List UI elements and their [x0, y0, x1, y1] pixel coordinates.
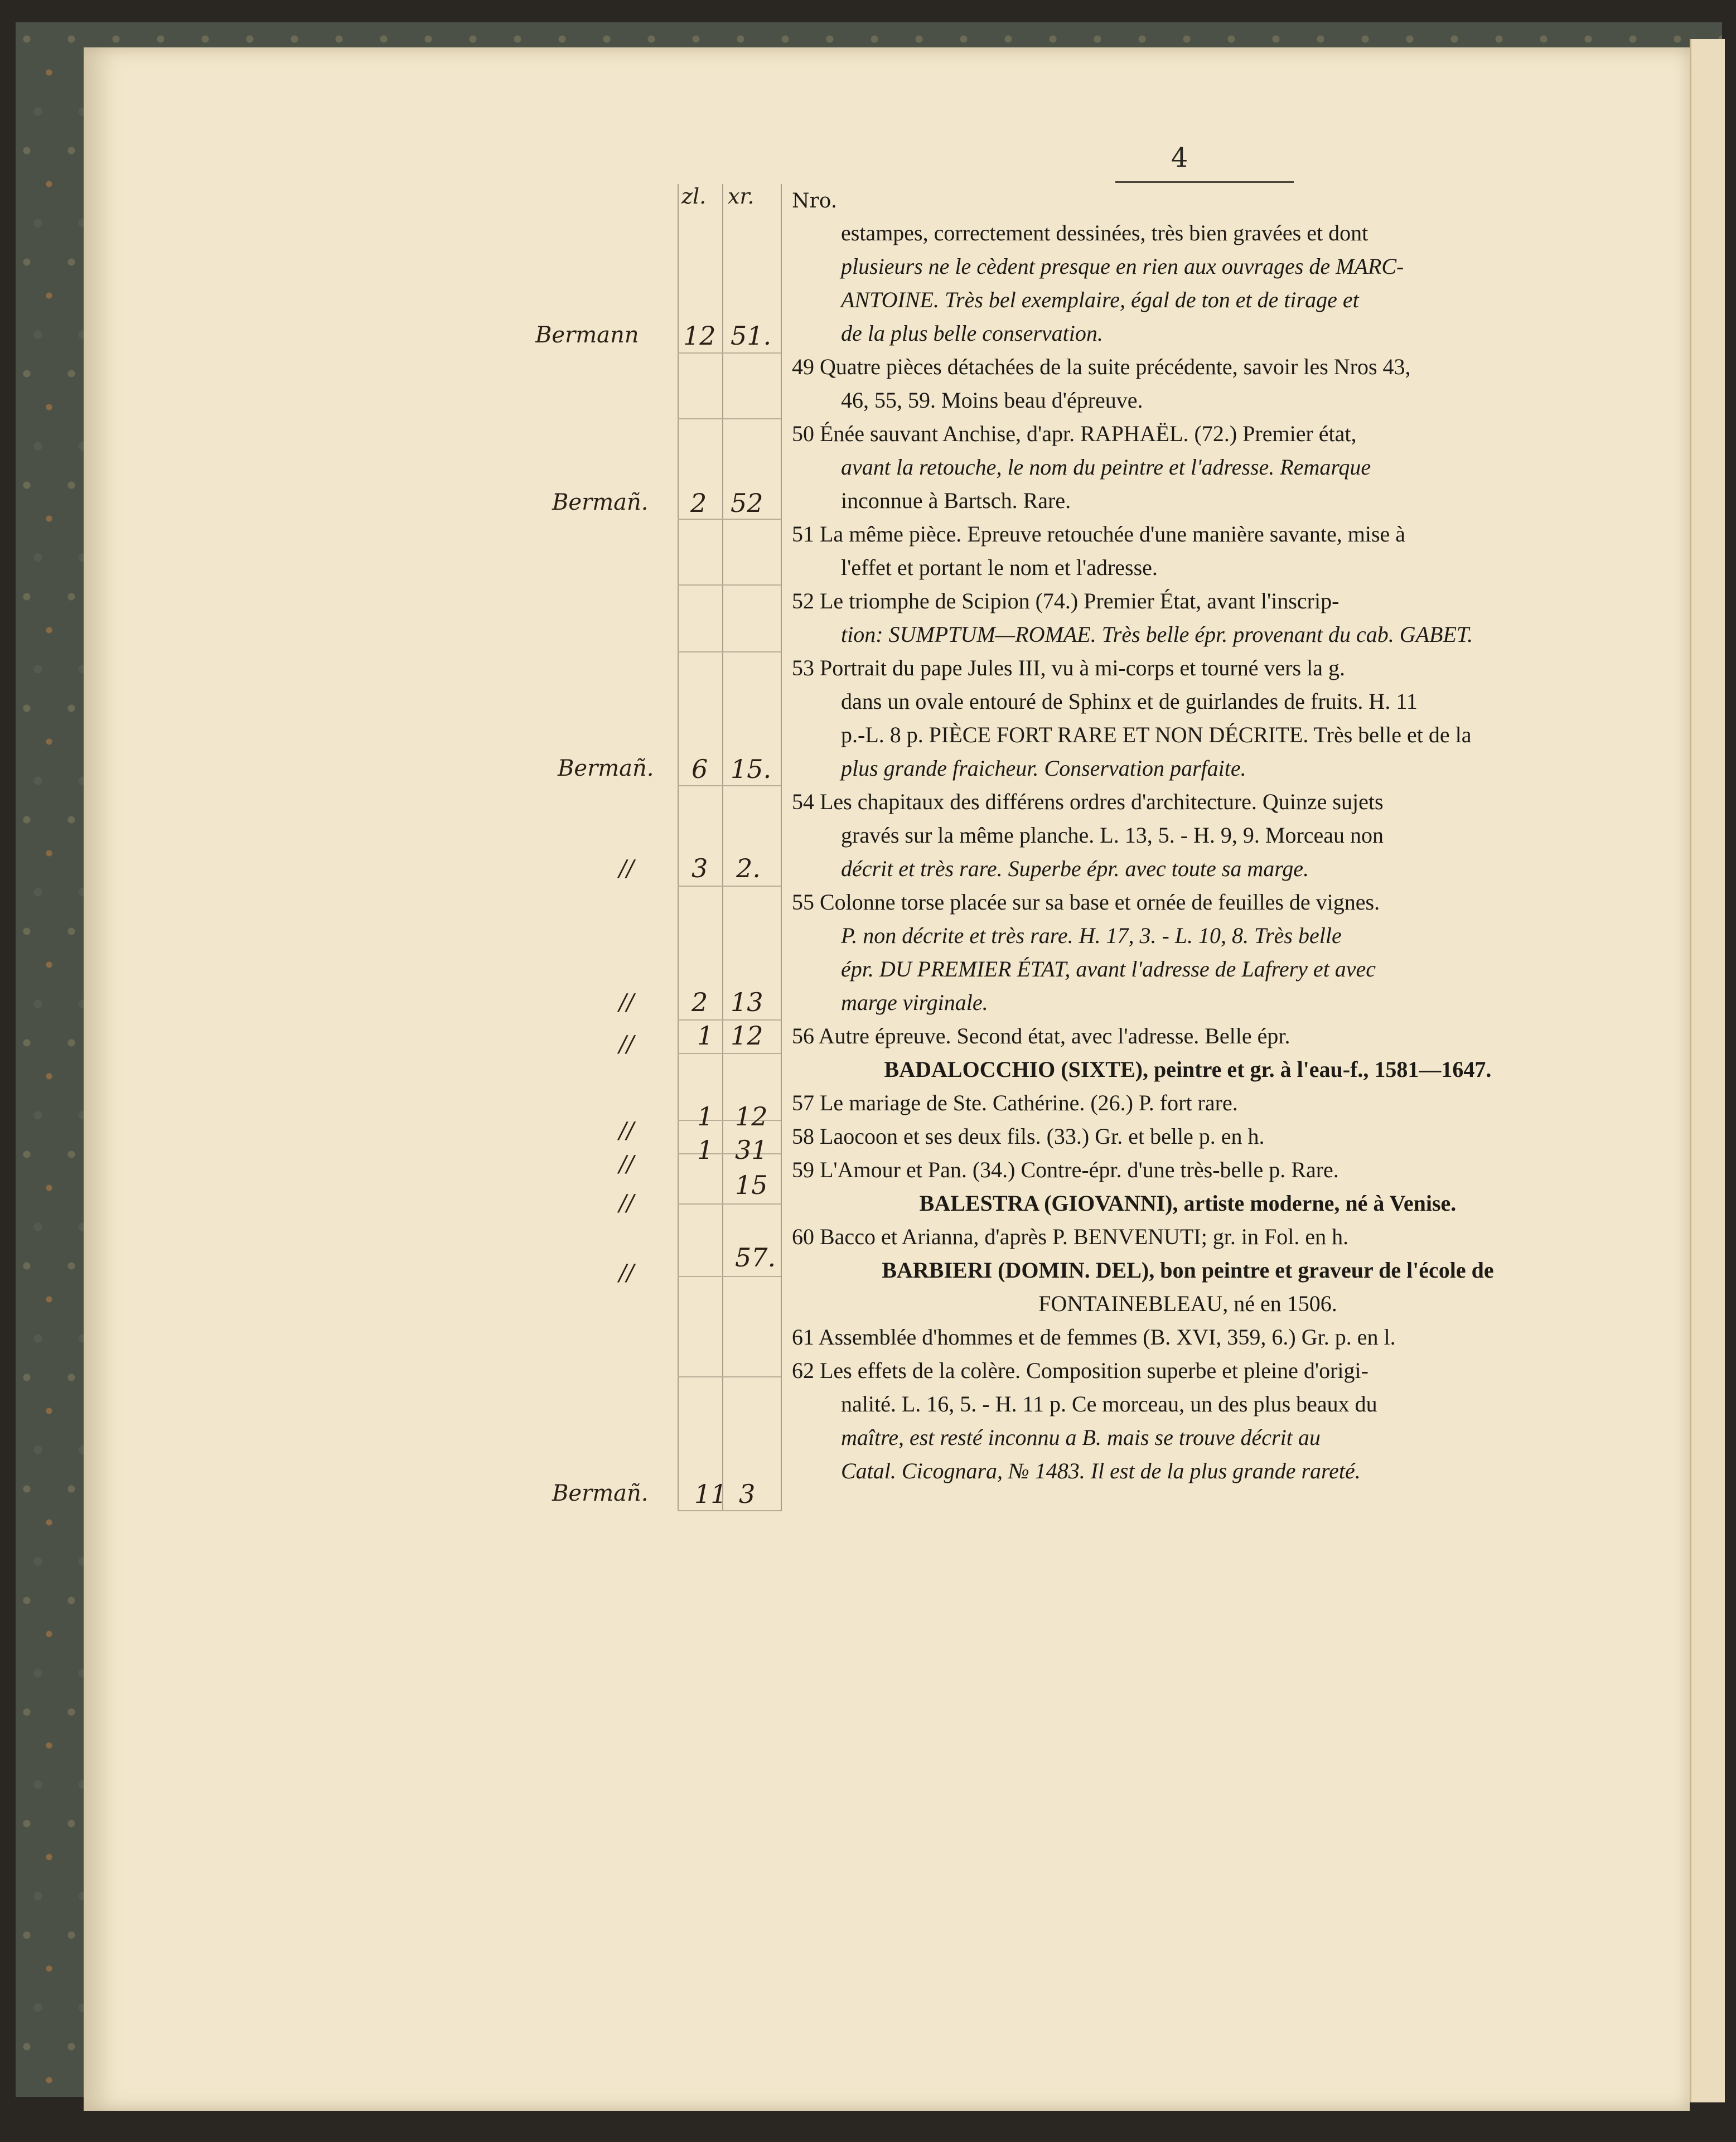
ledger-row-rule [678, 519, 781, 520]
entry-60-line: 60 Bacco et Arianna, d'après P. BENVENUTI; gr. in Fol. en h. [792, 1224, 1349, 1249]
entry-50-line: 50 Énée sauvant Anchise, d'apr. RAPHAËL. (72.) Premier état, [792, 421, 1357, 446]
artist-heading-badalocchio: BADALOCCHIO (SIXTE), peintre et gr. à l'eau-f., 1581—1647. [884, 1057, 1492, 1082]
price-florin-annotation: 11 [694, 1479, 727, 1509]
entry-54-line: 54 Les chapitaux des différens ordres d'architecture. Quinze sujets [792, 789, 1384, 814]
price-florin-annotation: 6 [692, 754, 708, 784]
ledger-row-rule [678, 785, 781, 786]
facing-page-edge [1690, 39, 1725, 2102]
entry-49-line: 49 Quatre pièces détachées de la suite précédente, savoir les Nros 43, [792, 354, 1411, 379]
entry-55-line: P. non décrite et très rare. H. 17, 3. - L. 10, 8. Très belle [841, 923, 1342, 948]
entry-53-line: p.-L. 8 p. PIÈCE FORT RARE ET NON DÉCRITE. Très belle et de la [841, 722, 1472, 747]
buyer-name-annotation: Bermañ. [552, 1481, 649, 1506]
entry-49-line: 46, 55, 59. Moins beau d'épreuve. [841, 388, 1143, 413]
entry-62-line: nalité. L. 16, 5. - H. 11 p. Ce morceau, un des plus beaux du [841, 1391, 1377, 1416]
ditto-mark-annotation: // [619, 1152, 634, 1177]
ledger-row-rule [678, 651, 781, 652]
price-kreuzer-annotation: 12 [731, 1021, 763, 1051]
page-number-rule [1115, 181, 1294, 183]
price-kreuzer-annotation: 31 [735, 1135, 768, 1165]
entry-53-line: 53 Portrait du pape Jules III, vu à mi-corps et tourné vers la g. [792, 655, 1345, 680]
entry-53-line: dans un ovale entouré de Sphinx et de guirlandes de fruits. H. 11 [841, 689, 1418, 714]
price-kreuzer-annotation: 3 [739, 1479, 756, 1509]
ledger-row-rule [678, 1510, 781, 1511]
price-kreuzer-annotation: 57. [735, 1242, 776, 1273]
ditto-mark-annotation: // [619, 1260, 634, 1286]
price-kreuzer-annotation: 51. [731, 321, 772, 351]
entry-48-line: plusieurs ne le cèdent presque en rien aux ouvrages de MARC- [841, 254, 1404, 279]
ditto-mark-annotation: // [619, 990, 634, 1016]
entry-55-line: 55 Colonne torse placée sur sa base et ornée de feuilles de vignes. [792, 889, 1380, 915]
ledger-row-rule [678, 1376, 781, 1377]
price-florin-annotation: 2 [692, 987, 708, 1017]
entry-55-line: épr. DU PREMIER ÉTAT, avant l'adresse de Lafrery et avec [841, 956, 1376, 981]
ledger-rule [722, 184, 723, 1511]
buyer-name-annotation: Bermann [535, 322, 639, 348]
price-kreuzer-annotation: 13 [731, 987, 763, 1017]
price-florin-annotation: 2 [690, 488, 707, 518]
price-kreuzer-annotation: 52 [731, 488, 763, 518]
entry-55-line: marge virginale. [841, 990, 988, 1015]
entry-48-line: estampes, correctement dessinées, très bien gravées et dont [841, 220, 1369, 245]
ledger-rule [678, 184, 679, 1511]
florin-column-header: zl. [681, 184, 707, 209]
price-kreuzer-annotation: 15. [731, 754, 772, 784]
entry-48-line: ANTOINE. Très bel exemplaire, égal de ton et de tirage et [841, 287, 1359, 312]
entry-62-line: 62 Les effets de la colère. Composition superbe et pleine d'origi- [792, 1358, 1369, 1383]
ditto-mark-annotation: // [619, 856, 634, 882]
ditto-mark-annotation: // [619, 1032, 634, 1057]
ledger-row-rule [678, 1019, 781, 1021]
entry-53-line: plus grande fraicheur. Conservation parfaite. [841, 756, 1246, 781]
ledger-row-rule [678, 886, 781, 887]
ledger-rule [781, 184, 782, 1511]
entry-54-line: décrit et très rare. Superbe épr. avec toute sa marge. [841, 856, 1309, 881]
nro-column-header: Nro. [792, 190, 838, 212]
page-number: 4 [1171, 142, 1188, 173]
entry-50-line: inconnue à Bartsch. Rare. [841, 488, 1071, 513]
entry-56-line: 56 Autre épreuve. Second état, avec l'adresse. Belle épr. [792, 1023, 1290, 1048]
entry-57-line: 57 Le mariage de Ste. Cathérine. (26.) P. fort rare. [792, 1090, 1238, 1115]
ledger-row-rule [678, 352, 781, 354]
entry-48-line: de la plus belle conservation. [841, 321, 1103, 346]
ledger-row-rule [678, 418, 781, 419]
ledger-row-rule [678, 1203, 781, 1205]
price-florin-annotation: 1 [697, 1101, 714, 1132]
catalog-text [792, 216, 1584, 1488]
price-kreuzer-annotation: 15 [735, 1170, 768, 1200]
price-florin-annotation: 1 [697, 1135, 714, 1165]
ditto-mark-annotation: // [619, 1118, 634, 1144]
entry-62-line: maître, est resté inconnu a B. mais se trouve décrit au [841, 1425, 1321, 1450]
artist-heading-barbieri: BARBIERI (DOMIN. DEL), bon peintre et graveur de l'école de [882, 1258, 1494, 1283]
price-kreuzer-annotation: 2. [736, 853, 761, 883]
price-florin-annotation: 3 [692, 853, 708, 883]
kreuzer-column-header: xr. [728, 184, 755, 209]
price-florin-annotation: 1 [697, 1021, 714, 1051]
entry-62-line: Catal. Cicognara, № 1483. Il est de la plus grande rareté. [841, 1458, 1361, 1483]
buyer-name-annotation: Bermañ. [558, 756, 654, 781]
entry-52-line: 52 Le triomphe de Scipion (74.) Premier État, avant l'inscrip- [792, 588, 1340, 613]
price-florin-annotation: 12 [683, 321, 716, 351]
ledger-row-rule [678, 1276, 781, 1277]
artist-heading-barbieri: FONTAINEBLEAU, né en 1506. [1038, 1291, 1337, 1316]
buyer-name-annotation: Bermañ. [552, 490, 649, 515]
entry-58-line: 58 Laocoon et ses deux fils. (33.) Gr. et belle p. en h. [792, 1124, 1265, 1149]
ditto-mark-annotation: // [619, 1191, 634, 1216]
entry-54-line: gravés sur la même planche. L. 13, 5. - H. 9, 9. Morceau non [841, 823, 1384, 848]
entry-52-line: tion: SUMPTUM—ROMAE. Très belle épr. provenant du cab. GABET. [841, 622, 1473, 647]
entry-51-line: 51 La même pièce. Epreuve retouchée d'une manière savante, mise à [792, 521, 1406, 547]
entry-59-line: 59 L'Amour et Pan. (34.) Contre-épr. d'une très-belle p. Rare. [792, 1157, 1339, 1182]
ledger-row-rule [678, 584, 781, 586]
artist-heading-balestra: BALESTRA (GIOVANNI), artiste moderne, né à Venise. [919, 1191, 1457, 1216]
entry-50-line: avant la retouche, le nom du peintre et l'adresse. Remarque [841, 454, 1371, 480]
entry-51-line: l'effet et portant le nom et l'adresse. [841, 555, 1158, 580]
price-kreuzer-annotation: 12 [735, 1101, 768, 1132]
ledger-row-rule [678, 1053, 781, 1054]
entry-61-line: 61 Assemblée d'hommes et de femmes (B. XVI, 359, 6.) Gr. p. en l. [792, 1324, 1396, 1350]
